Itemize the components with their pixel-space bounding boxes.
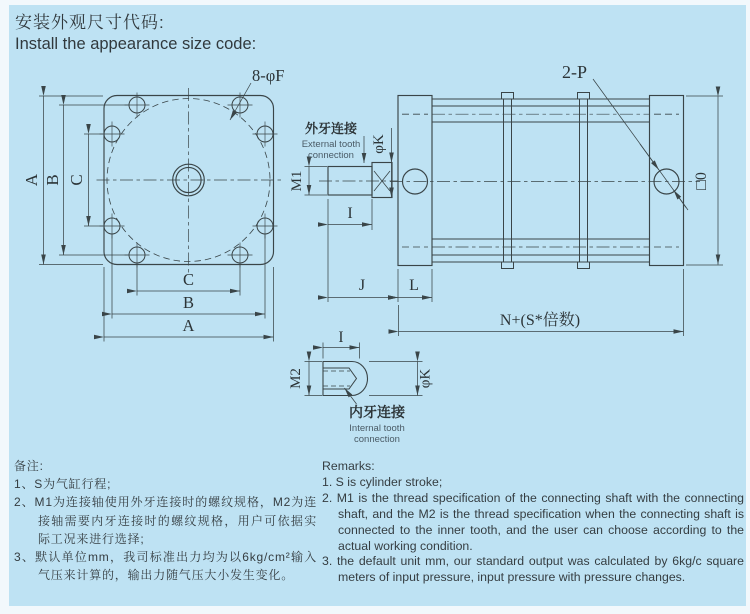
port-callout-label: 2-P [562,62,588,82]
dim-phik-internal: φK [417,368,434,389]
dim-a-left: A [22,173,41,187]
external-tooth-label-en2: connection [308,150,354,161]
notes-english [322,459,744,586]
notes-chinese-heading: 备注: [14,459,44,473]
note-zh-item: 2、M1为连接轴使用外牙连接时的螺纹规格，M2为连接轴需要内牙连接时的螺纹规格，用户可依据实际工况来进行选择; [14,495,317,546]
title-chinese: 安装外观尺寸代码: [15,13,165,32]
dim-stroke-length: N+(S*倍数) [499,312,581,329]
dim-c-left: C [67,174,86,186]
external-tooth-label-en1: External tooth [301,139,361,150]
dim-phik-external: φK [371,134,387,154]
internal-tooth-label-zh: 内牙连接 [349,404,405,420]
dim-c-bottom: C [182,270,195,289]
internal-tooth-detail [288,329,434,445]
notes-chinese [14,457,317,584]
side-view-drawing [328,62,723,336]
note-en-item: 3. the default unit mm, our standard output was calculated by 6kg/c square meters of input pressure, input pressure with pressure changes. [322,554,744,585]
dim-i-external: I [347,205,353,222]
dim-m2: M2 [288,368,304,389]
note-en-item: 1. S is cylinder stroke; [322,474,443,489]
note-zh-item: 3、默认单位mm，我司标准出力均为以6kg/cm²输入气压来计算的，输出力随气压大小发生变化。 [14,550,317,583]
dim-l: L [409,277,419,294]
note-zh-item: 1、S为气缸行程; [14,477,112,492]
front-view-drawing [22,66,284,342]
notes-english-heading: Remarks: [322,459,375,473]
internal-tooth-label-en1: Internal tooth [349,423,405,434]
dim-j: J [358,277,366,294]
dim-m1: M1 [289,170,305,192]
dim-a-bottom: A [182,316,195,335]
dim-square0: □0 [693,172,710,190]
hole-callout-label: 8-φF [252,66,285,85]
dim-i-internal: I [338,329,344,346]
external-tooth-label-zh: 外牙连接 [304,121,358,136]
dim-b-left: B [43,174,62,186]
dim-b-bottom: B [182,293,195,312]
title-english: Install the appearance size code: [15,35,257,53]
external-tooth-detail [289,121,398,230]
note-en-item: 2. M1 is the thread specification of the connecting shaft with the connecting shaft, and the M2 is the thread specification when the connecting shaft is connected to the inner tooth, and the user can choose according to the actual working condition. [322,490,744,553]
internal-tooth-label-en2: connection [354,434,400,445]
